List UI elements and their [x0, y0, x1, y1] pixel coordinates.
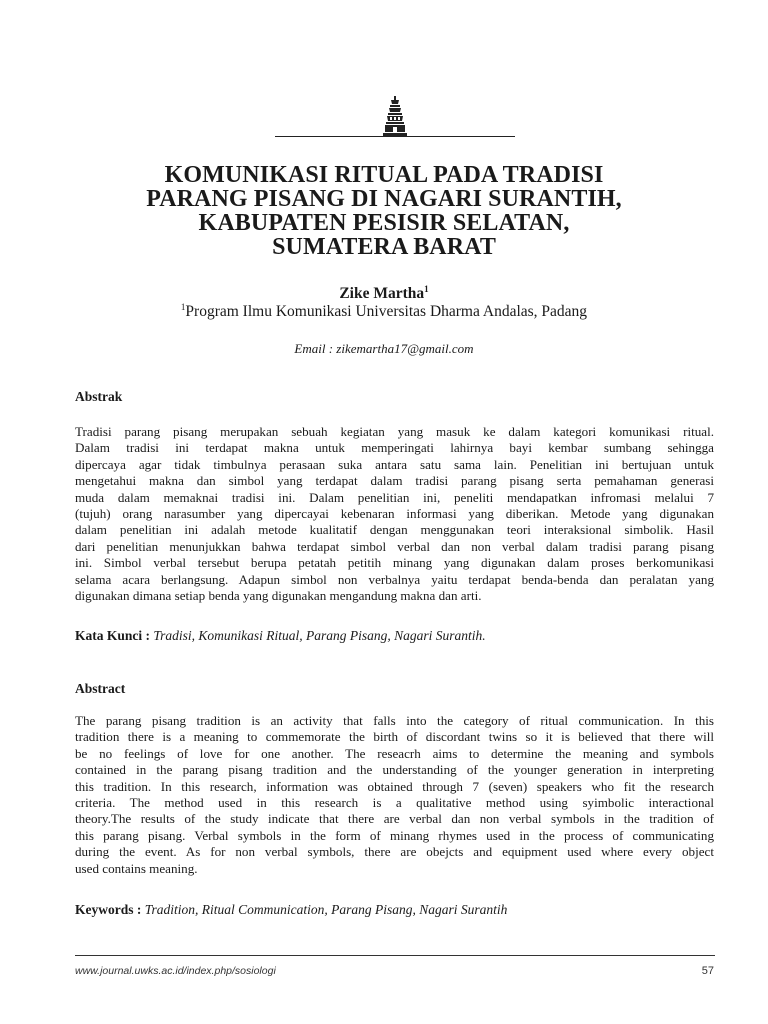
keywords-label: Keywords :	[75, 902, 142, 917]
abstrak-paragraph	[75, 424, 714, 604]
kata-kunci-value: Tradisi, Komunikasi Ritual, Parang Pisang, Nagari Surantih.	[153, 628, 486, 643]
title-line: SUMATERA BARAT	[272, 234, 496, 260]
title-line: KABUPATEN PESISIR SELATAN,	[198, 210, 570, 236]
author-name-text: Zike Martha	[339, 285, 425, 302]
header-rule	[275, 136, 515, 137]
abstrak-line: mengetahui makna dan simbol yang terdapat dalam tradisi parang pisang serta pemahaman generasi	[75, 473, 714, 489]
abstract-line: tradition there is a meaning to commemorate the birth of discordant twins so it is believed that there will	[75, 729, 714, 745]
footer-rule	[75, 955, 715, 956]
abstract-line: theory.The results of the study indicate that there are verbal dan non verbal symbols in the tradition of	[75, 811, 714, 827]
header-ornament	[275, 96, 515, 142]
temple-tower-icon	[381, 96, 409, 138]
abstrak-line: dipercaya agar tidak timbulnya perasaan suka antara satu sama lain. Penelitian ini bertujuan untuk	[75, 456, 714, 472]
abstract-line: this parang pisang. Verbal symbols in the form of minang rhymes used in the process of communicating	[75, 827, 714, 843]
abstract-line: contained in the parang pisang tradition and the understanding of the younger generation in interpreting	[75, 762, 714, 778]
abstrak-line: dalam penelitian ini adalah metode kualitatif dengan menggunakan teori interaksional simbolik. Hasil	[75, 522, 714, 538]
title-line: PARANG PISANG DI NAGARI SURANTIH,	[146, 186, 622, 212]
abstrak-line: selama acara berlangsung. Adapun simbol non verbalnya yaitu terdapat benda-benda dan peralatan yang	[75, 571, 714, 587]
footer-url: www.journal.uwks.ac.id/index.php/sosiologi	[75, 965, 276, 977]
abstract-line: used contains meaning.	[75, 860, 198, 876]
kata-kunci	[75, 628, 715, 644]
kata-kunci-label: Kata Kunci :	[75, 628, 151, 643]
abstrak-line: ini. Simbol verbal tersebut berupa petatah petitih minang yang digunakan dalam proses berkomunikasi	[75, 555, 714, 571]
author-sup: 1	[424, 284, 429, 294]
affiliation	[84, 303, 684, 321]
abstrak-line: Tradisi parang pisang merupakan sebuah kegiatan yang masuk ke dalam kategori komunikasi ritual.	[75, 424, 714, 439]
page-number: 57	[701, 965, 714, 977]
keywords	[75, 902, 715, 918]
abstract-paragraph	[75, 713, 714, 877]
affiliation-text: Program Ilmu Komunikasi Universitas Dharma Andalas, Padang	[185, 303, 588, 320]
abstract-heading: Abstract	[75, 681, 126, 696]
abstrak-line: digunakan dimana setiap benda yang digunakan mengandung makna dan arti.	[75, 588, 482, 604]
abstrak-line: (tujuh) orang narasumber yang dipercayai kebenaran informasi yang diberikan. Metode yang digunakan	[75, 506, 714, 522]
title-line: KOMUNIKASI RITUAL PADA TRADISI	[164, 162, 604, 188]
abstrak-line: muda dalam memaknai tradisi ini. Dalam penelitian ini, peneliti mendapatkan infromasi melalui 7	[75, 489, 714, 505]
abstrak-line: dari penelitian menunjukkan bahwa terdapat simbol verbal dan non verbal dalam tradisi parang pisang	[75, 538, 714, 554]
keywords-value: Tradition, Ritual Communication, Parang Pisang, Nagari Surantih	[144, 902, 508, 917]
abstract-line: be no feelings of love for one another. The reseacrh aims to determine the meaning and symbols	[75, 745, 714, 761]
abstract-line: criteria. The method used in this research is a qualitative method using syimbolic interactional	[75, 795, 714, 811]
affiliation-sup: 1	[180, 302, 186, 312]
abstract-line: The parang pisang tradition is an activity that falls into the category of ritual communication. In this	[75, 713, 714, 728]
abstract-line: during the event. As for non verbal symbols, there are obejcts and equipment used where every object	[75, 844, 714, 860]
author-name	[84, 285, 684, 303]
paper-title	[84, 163, 684, 259]
abstract-line: this tradition. In this research, information was obtained through 7 (seven) speakers who fit the research	[75, 778, 714, 794]
abstrak-heading: Abstrak	[75, 389, 123, 404]
author-email: Email : zikemartha17@gmail.com	[294, 341, 474, 356]
abstrak-line: Dalam tradisi ini terdapat makna untuk memperingati lahirnya bayi kembar sumbang sehingga	[75, 440, 714, 456]
